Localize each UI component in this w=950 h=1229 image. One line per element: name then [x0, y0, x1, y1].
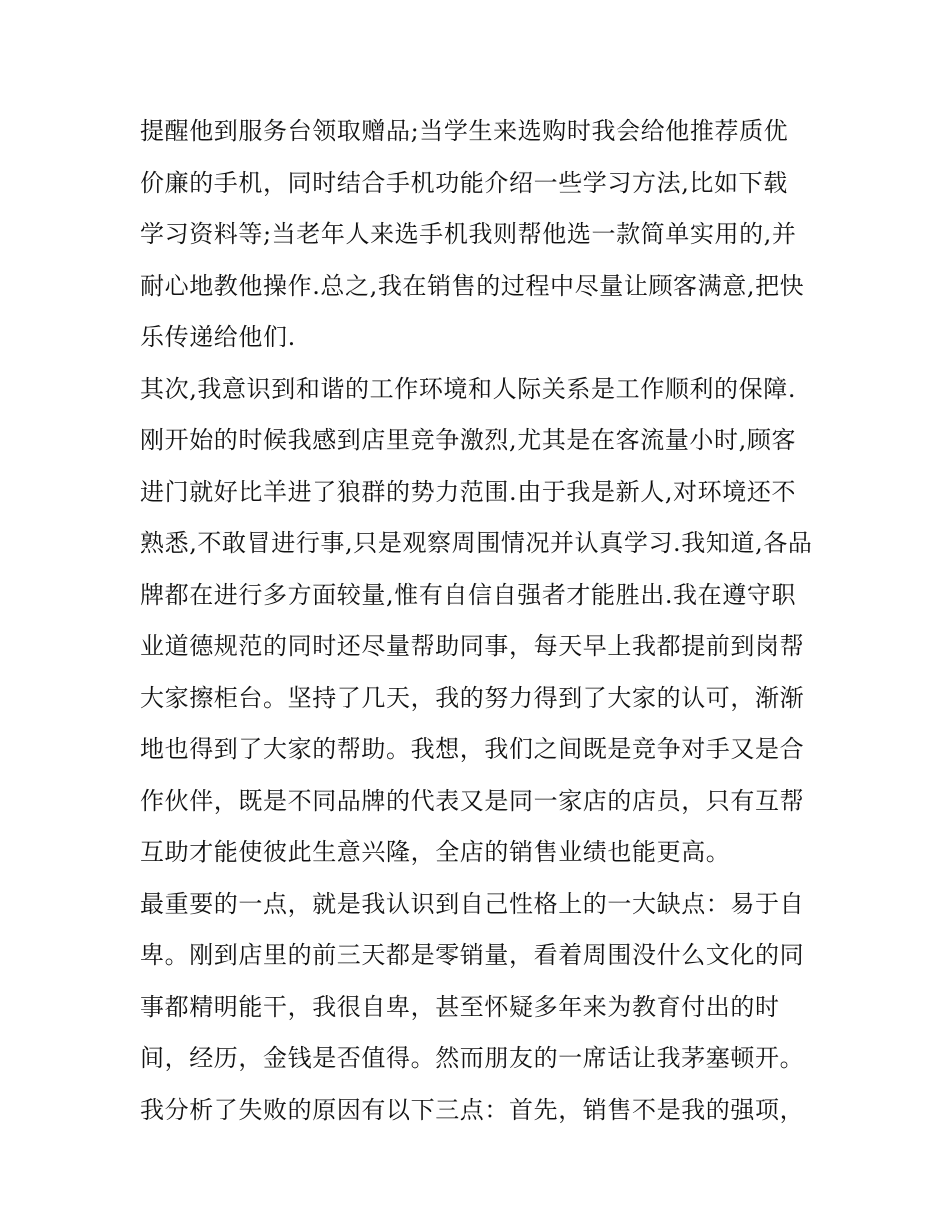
text-line: 进门就好比羊进了狼群的势力范围.由于我是新人,对环境还不: [140, 477, 797, 506]
text-line: 最重要的一点，就是我认识到自己性格上的一大缺点：易于自: [140, 889, 805, 918]
text-line: 学习资料等;当老年人来选手机我则帮他选一款简单实用的,并: [140, 220, 797, 248]
text-line: 提醒他到服务台领取赠品;当学生来选购时我会给他推荐质优: [140, 117, 789, 145]
text-line: 大家擦柜台。坚持了几天，我的努力得到了大家的认可，渐渐: [140, 683, 805, 712]
text-line: 卑。刚到店里的前三天都是零销量，看着周围没什么文化的同: [140, 941, 805, 969]
text-line: 间，经历，金钱是否值得。然而朋友的一席话让我茅塞顿开。: [140, 1044, 805, 1072]
text-line: 其次,我意识到和谐的工作环境和人际关系是工作顺利的保障.: [140, 374, 797, 403]
text-line: 价廉的手机，同时结合手机功能介绍一些学习方法,比如下载: [140, 168, 788, 197]
text-line: 事都精明能干，我很自卑，甚至怀疑多年来为教育付出的时: [140, 992, 780, 1021]
body-text: [140, 106, 820, 1136]
text-line: 互助才能使彼此生意兴隆，全店的销售业绩也能更高。: [140, 838, 731, 866]
text-line: 牌都在进行多方面较量,惟有自信自强者才能胜出.我在遵守职: [140, 580, 797, 609]
text-line: 作伙伴，既是不同品牌的代表又是同一家店的店员，只有互帮: [140, 786, 805, 815]
text-line: 熟悉,不敢冒进行事,只是观察周围情况并认真学习.我知道,各品: [140, 529, 813, 557]
text-line: 业道德规范的同时还尽量帮助同事，每天早上我都提前到岗帮: [140, 632, 805, 660]
text-line: 地也得到了大家的帮助。我想，我们之间既是竞争对手又是合: [140, 735, 805, 763]
text-line: 乐传递给他们.: [140, 323, 296, 351]
text-line: 耐心地教他操作.总之,我在销售的过程中尽量让顾客满意,把快: [140, 271, 805, 300]
text-line: 刚开始的时候我感到店里竞争激烈,尤其是在客流量小时,顾客: [140, 426, 797, 454]
text-line: 我分析了失败的原因有以下三点：首先，销售不是我的强项，: [140, 1095, 805, 1124]
